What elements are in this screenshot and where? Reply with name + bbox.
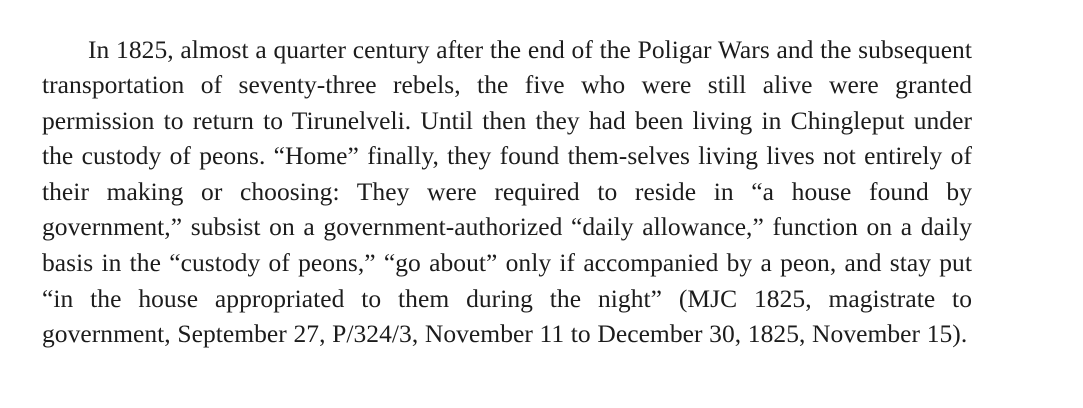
body-paragraph: In 1825, almost a quarter century after the end of the Poligar Wars and the subsequent transportation of seventy-three rebels, the five who were still alive were granted permission to return to Tirunelveli. Until then they had been living in Chingleput under the custody of peons. “Home” finally, they found them-selves living lives not entirely of their making or choosing: They were required to reside in “a house found by government,” subsist on a government-authorized “daily allowance,” function on a daily basis in the “custody of peons,” “go about” only if accompanied by a peon, and stay put “in the house appropriated to them during the night” (MJC 1825, magistrate to government, September 27, P/324/3, November 11 to December 30, 1825, November 15). — [42, 34, 972, 349]
